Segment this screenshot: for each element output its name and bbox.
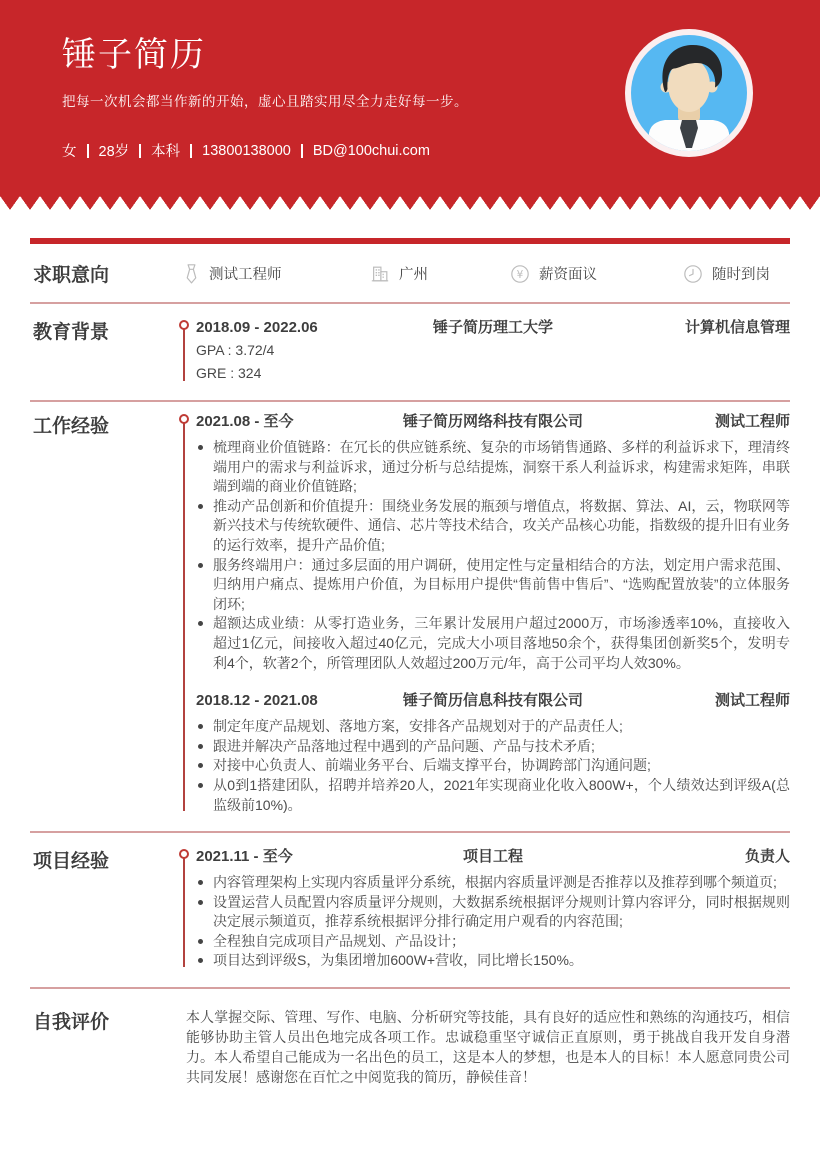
info-phone: 13800138000	[202, 142, 291, 159]
work-entry-2	[196, 690, 790, 815]
intent-salary	[510, 263, 683, 284]
header-tagline: 把每一次机会都当作新的开始，虚心且踏实用尽全力走好每一步。	[62, 94, 468, 109]
info-email: BD@100chui.com	[312, 142, 430, 159]
project-date: 2021.11 - 至今	[196, 848, 293, 866]
bullet-item: 全程独自完成项目产品规划、产品设计；	[196, 932, 790, 952]
section-project-experience	[30, 833, 790, 989]
info-separator	[190, 144, 192, 158]
building-icon	[370, 264, 390, 284]
work-entry-1	[196, 411, 790, 673]
info-gender: 女	[62, 144, 77, 160]
bullet-item: 从0到1搭建团队，招聘并培养20人，2021年实现商业化收入800W+，个人绩效达到评级A(总监级前10%)。	[196, 776, 790, 815]
section-job-intent	[30, 244, 790, 304]
svg-text:¥: ¥	[516, 268, 524, 281]
project-bullets	[196, 873, 790, 971]
page-title: 锤子简历	[62, 36, 206, 74]
tie-icon	[183, 263, 200, 285]
work-1-bullets	[196, 438, 790, 673]
header-banner	[0, 0, 820, 196]
work-entry-1-header	[196, 411, 790, 433]
education-gre: GRE : 324	[196, 365, 262, 381]
education-entry	[196, 317, 790, 385]
intent-availability	[683, 263, 770, 284]
bullet-item: 推动产品创新和价值提升：围绕业务发展的瓶颈与增值点，将数据、算法、AI，云，物联网等新兴技术与传统软硬件、通信、芯片等技术结合，攻关产品核心功能，指数级的提升旧有业务的运行效率，提升产品价值;	[196, 497, 790, 556]
zigzag-border	[0, 196, 820, 210]
bullet-item: 对接中心负责人、前端业务平台、后端支撑平台，协调跨部门沟通问题;	[196, 756, 790, 776]
intent-city	[370, 263, 510, 284]
bullet-item: 制定年度产品规划、落地方案，安排各产品规划对于的产品责任人;	[196, 717, 790, 737]
avatar-illustration	[631, 35, 747, 151]
education-school: 锤子简历理工大学	[432, 319, 553, 336]
section-work-experience	[30, 402, 790, 833]
education-gpa: GPA : 3.72/4	[196, 342, 275, 358]
education-major: 计算机信息管理	[684, 319, 790, 336]
intent-position-label: 测试工程师	[209, 267, 282, 283]
section-title-job-intent: 求职意向	[33, 265, 110, 286]
project-timeline	[183, 846, 790, 971]
work-1-company: 锤子简历网络科技有限公司	[402, 413, 583, 430]
project-role: 负责人	[744, 848, 790, 866]
work-entry-2-header	[196, 690, 790, 712]
bullet-item: 内容管理架构上实现内容质量评分系统，根据内容质量评测是否推荐以及推荐到哪个频道页;	[196, 873, 790, 893]
bullet-item: 项目达到评级S，为集团增加600W+营收，同比增长150%。	[196, 951, 790, 971]
intent-position	[183, 263, 370, 285]
intent-city-label: 广州	[399, 267, 428, 283]
self-evaluation-text: 本人掌握交际、管理、写作、电脑、分析研究等技能，具有良好的适应性和熟练的沟通技巧，相信能够协助主管人员出色地完成各项工作。忠诚稳重坚守诚信正直原则，勇于挑战自我开发自身潜力。本人希望自己能成为一名出色的员工，这是本人的梦想，也是本人的目标！本人愿意同贵公司共同发展！感谢您在百忙之中阅览我的简历，静候佳音！	[186, 1009, 790, 1086]
bullet-item: 超额达成业绩：从零打造业务，三年累计发展用户超过2000万，市场渗透率10%，直接收入超过1亿元，间接收入超过40亿元，完成大小项目落地50余个，获得集团创新奖5个，发明专利4个，软著2个，所管理团队人效超过200万元/年，高于公司平均人效30%。	[196, 614, 790, 673]
clock-icon	[683, 264, 703, 284]
project-name: 项目工程	[462, 848, 523, 866]
work-1-date: 2021.08 - 至今	[196, 413, 294, 430]
intent-salary-label: 薪资面议	[539, 267, 597, 283]
project-entry	[196, 846, 790, 971]
education-date: 2018.09 - 2022.06	[196, 319, 318, 336]
section-self-evaluation	[30, 989, 790, 1087]
section-title-project: 项目经验	[33, 851, 110, 873]
intent-availability-label: 随时到岗	[712, 267, 770, 283]
section-title-self-eval: 自我评价	[33, 1012, 110, 1034]
info-separator	[87, 144, 89, 158]
salary-icon	[510, 264, 530, 284]
info-separator	[139, 144, 141, 158]
work-2-company: 锤子简历信息科技有限公司	[402, 692, 583, 710]
work-2-bullets	[196, 717, 790, 815]
work-1-title: 测试工程师	[714, 413, 790, 430]
project-entry-header	[196, 846, 790, 868]
info-degree: 本科	[151, 144, 181, 160]
work-2-title: 测试工程师	[714, 692, 790, 710]
job-intent-items	[183, 263, 790, 285]
avatar	[625, 29, 753, 157]
education-entry-header	[196, 317, 790, 339]
work-timeline	[183, 411, 790, 815]
bullet-item: 设置运营人员配置内容质量评分规则，大数据系统根据评分规则计算内容评分，同时根据规则决定展示频道页，推荐系统根据评分排行确定用户观看的内容范围;	[196, 893, 790, 932]
section-education	[30, 304, 790, 402]
bullet-item: 服务终端用户：通过多层面的用户调研，使用定性与定量相结合的方法，划定用户需求范围、归纳用户痛点、提炼用户价值，为目标用户提供“售前售中售后”、“选购配置放装”的立体服务闭环;	[196, 556, 790, 615]
work-2-date: 2018.12 - 2021.08	[196, 692, 318, 710]
info-age: 28岁	[98, 144, 130, 160]
education-timeline	[183, 317, 790, 385]
info-separator	[301, 144, 303, 158]
bullet-item: 梳理商业价值链路：在冗长的供应链系统、复杂的市场销售通路、多样的利益诉求下，理清终端用户的需求与利益诉求，通过分析与总结提炼，洞察干系人利益诉求，构建需求矩阵，串联端到端的商业价值链路;	[196, 438, 790, 497]
bullet-item: 跟进并解决产品落地过程中遇到的产品问题、产品与技术矛盾;	[196, 737, 790, 757]
section-title-work: 工作经验	[33, 416, 110, 437]
section-title-education: 教育背景	[33, 322, 110, 343]
